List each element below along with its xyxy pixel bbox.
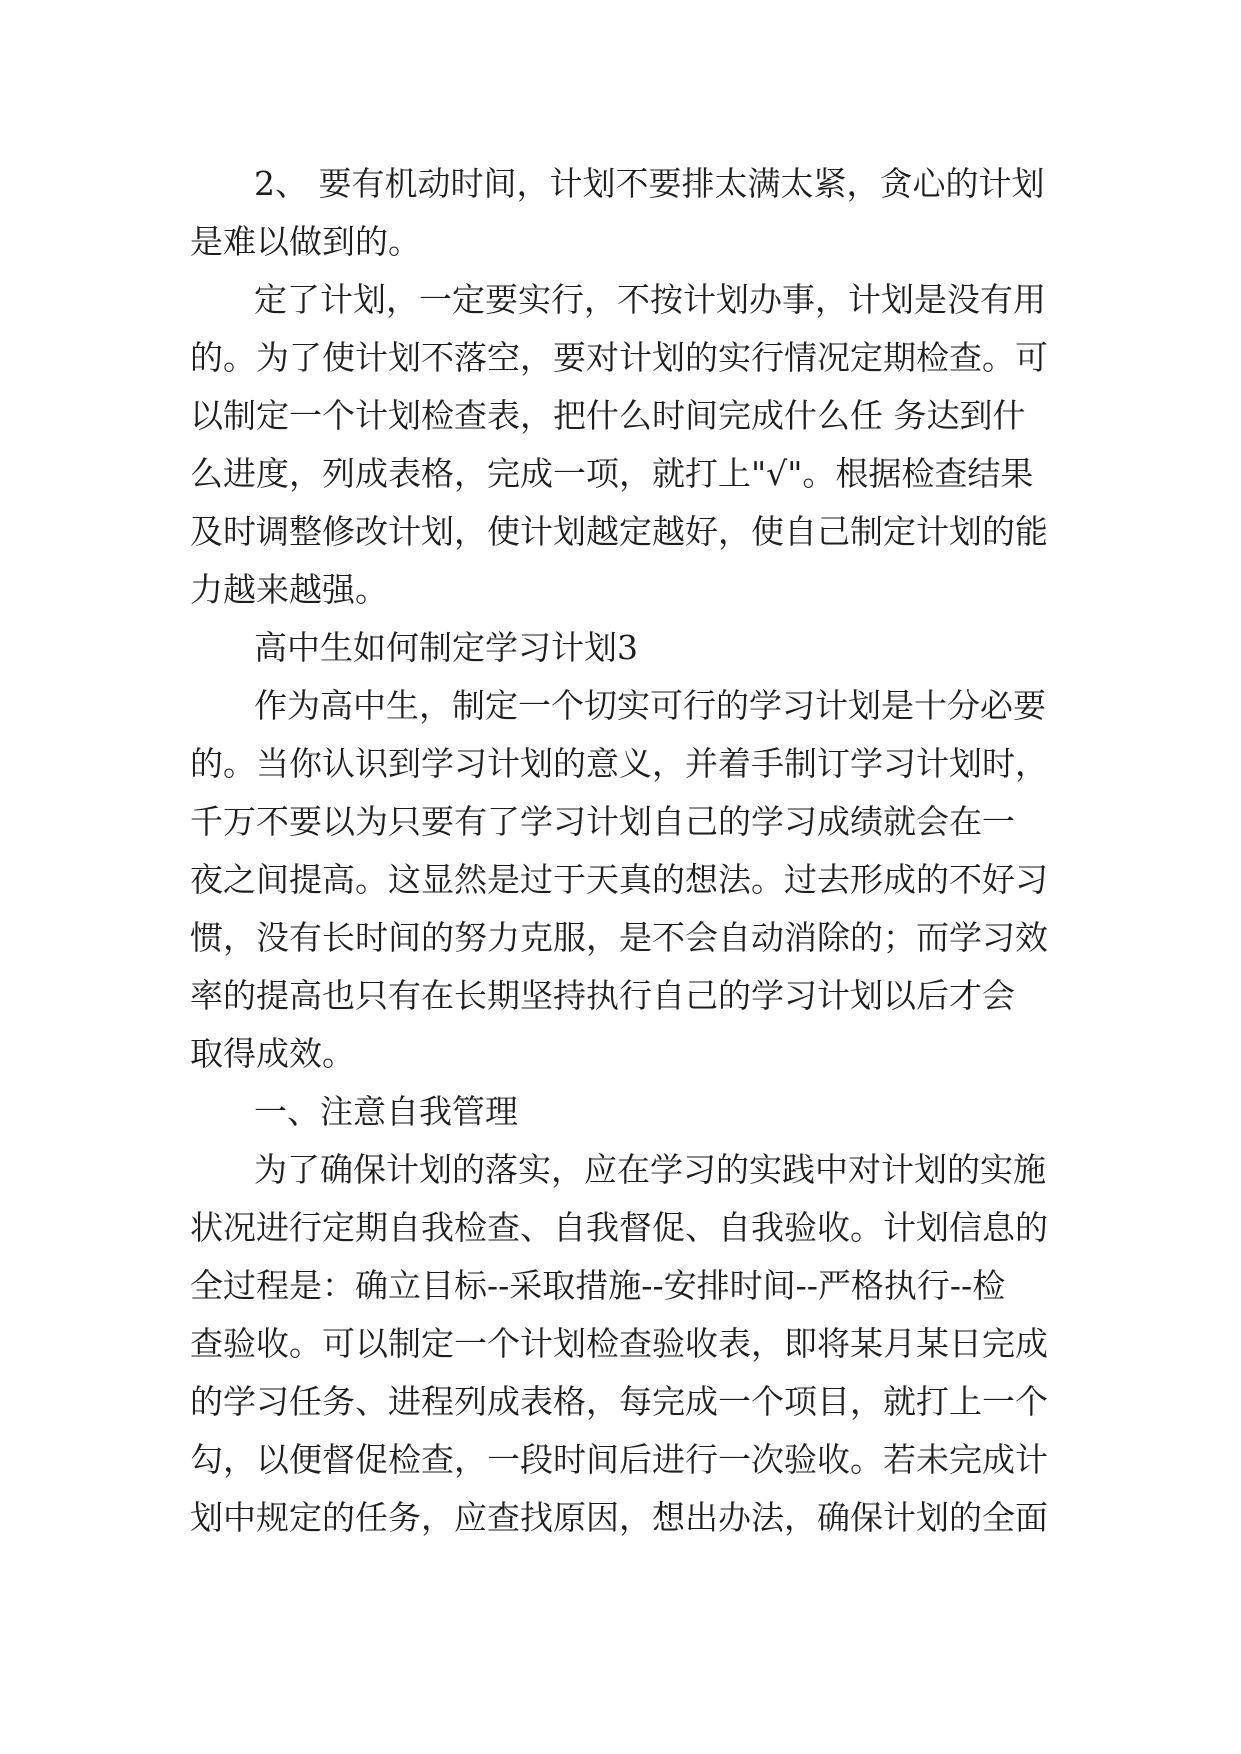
text-line: 的。为了使计划不落空，要对计划的实行情况定期检查。可 [190,338,1048,377]
text-line: 状况进行定期自我检查、自我督促、自我验收。计划信息的 [190,1208,1048,1247]
text-line: 率的提高也只有在长期坚持执行自己的学习计划以后才会 [190,976,1015,1015]
text-line: 全过程是：确立目标--采取措施--安排时间--严格执行--检 [190,1266,1006,1305]
text-line: 惯，没有长时间的努力克服，是不会自动消除的；而学习效 [190,918,1048,957]
subsection-heading: 一、注意自我管理 [254,1092,518,1131]
text-line: 的学习任务、进程列成表格，每完成一个项目，就打上一个 [190,1382,1048,1421]
text-line: 是难以做到的。 [190,222,421,261]
text-line: 夜之间提高。这显然是过于天真的想法。过去形成的不好习 [190,860,1048,899]
text-line: 定了计划，一定要实行，不按计划办事，计划是没有用 [254,280,1046,319]
text-line: 取得成效。 [190,1034,355,1073]
text-line: 及时调整修改计划，使计划越定越好，使自己制定计划的能 [190,512,1048,551]
text-line: 2、 要有机动时间，计划不要排太满太紧，贪心的计划 [254,164,1045,203]
text-line: 划中规定的任务，应查找原因，想出办法，确保计划的全面 [190,1498,1048,1537]
text-line: 查验收。可以制定一个计划检查验收表，即将某月某日完成 [190,1324,1048,1363]
section-heading: 高中生如何制定学习计划3 [254,628,638,667]
text-line: 么进度，列成表格，完成一项，就打上"√"。根据检查结果 [190,454,1034,493]
text-line: 的。当你认识到学习计划的意义，并着手制订学习计划时， [190,744,1048,783]
text-line: 千万不要以为只要有了学习计划自己的学习成绩就会在一 [190,802,1015,841]
text-line: 勾，以便督促检查，一段时间后进行一次验收。若未完成计 [190,1440,1048,1479]
text-line: 作为高中生，制定一个切实可行的学习计划是十分必要 [254,686,1046,725]
text-line: 以制定一个计划检查表，把什么时间完成什么任 务达到什 [190,396,1026,435]
text-line: 力越来越强。 [190,570,388,609]
text-line: 为了确保计划的落实，应在学习的实践中对计划的实施 [254,1150,1046,1189]
